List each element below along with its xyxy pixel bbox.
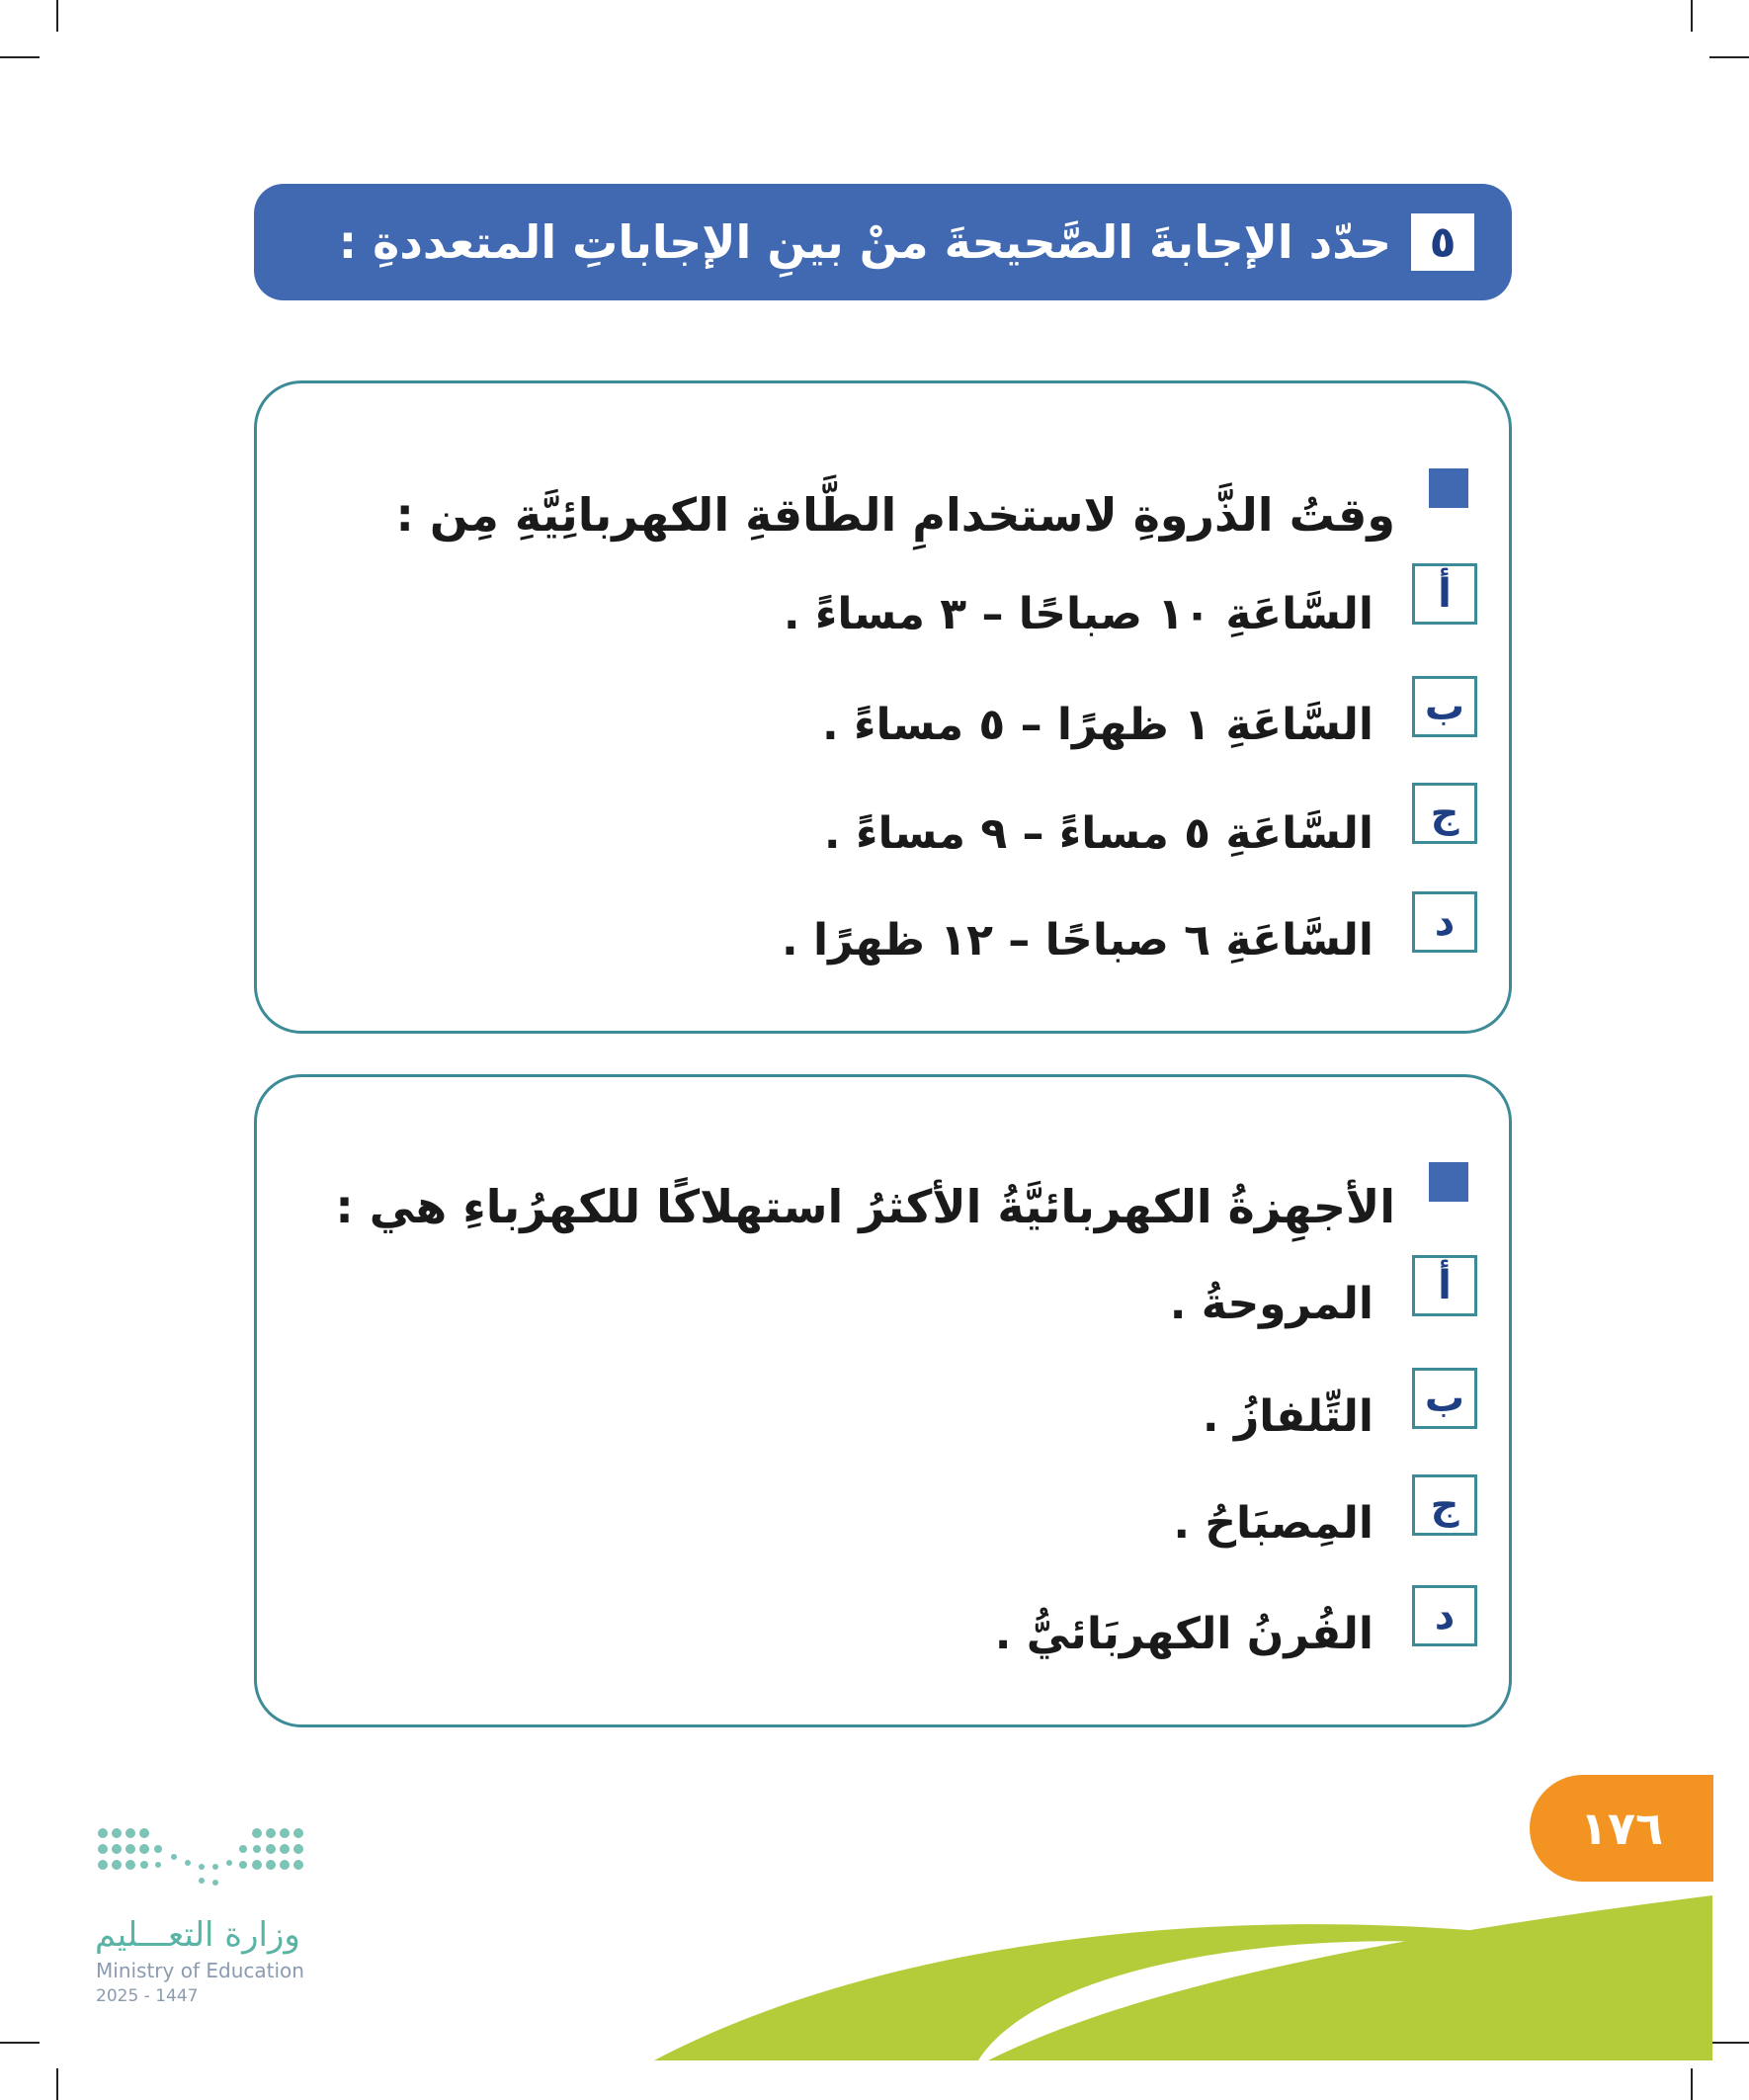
option-text-c[interactable]: السَّاعَةِ ٥ مساءً – ٩ مساءً . <box>823 808 1374 859</box>
option-letter-d[interactable]: د <box>1412 891 1477 953</box>
option-letter-c[interactable]: ج <box>1412 783 1477 844</box>
option-letter-d[interactable]: د <box>1412 1585 1477 1646</box>
option-letter-c[interactable]: ج <box>1412 1474 1477 1536</box>
option-letter-b[interactable]: ب <box>1412 1368 1477 1429</box>
page-number: ١٧٦ <box>1530 1775 1713 1882</box>
question-stem-2: الأجهِزةُ الكهربائيَّةُ الأكثرُ استهلاكًا للكهرُباءِ هي : <box>335 1180 1395 1233</box>
option-text-b[interactable]: التِّلفازُ . <box>1202 1391 1374 1442</box>
option-text-a[interactable]: السَّاعَةِ ١٠ صباحًا – ٣ مساءً . <box>783 589 1374 639</box>
question-stem-1: وقتُ الذَّروةِ لاستخدامِ الطَّاقةِ الكهربائِيَّةِ مِن : <box>395 488 1395 542</box>
option-text-d[interactable]: السَّاعَةِ ٦ صباحًا – ١٢ ظهرًا . <box>781 915 1374 966</box>
option-letter-b[interactable]: ب <box>1412 676 1477 737</box>
question-instruction: حدّد الإجابةَ الصَّحيحةَ منْ بينِ الإجاباتِ المتعددةِ : <box>338 215 1391 269</box>
option-text-a[interactable]: المروحةُ . <box>1169 1279 1374 1329</box>
question-number: ٥ <box>1411 213 1474 271</box>
ministry-name-english: Ministry of Education <box>96 1959 304 1982</box>
option-letter-a[interactable]: أ <box>1412 1255 1477 1316</box>
ministry-year: 2025 - 1447 <box>96 1986 199 2006</box>
ministry-logo-icon <box>95 1823 312 1902</box>
option-text-d[interactable]: الفُرنُ الكهربَائيُّ . <box>994 1609 1374 1659</box>
option-letter-a[interactable]: أ <box>1412 563 1477 625</box>
ministry-name-arabic: وزارة التعـــليم <box>95 1915 300 1955</box>
option-text-b[interactable]: السَّاعَةِ ١ ظهرًا – ٥ مساءً . <box>822 700 1374 750</box>
option-text-c[interactable]: المِصبَاحُ . <box>1173 1498 1374 1549</box>
